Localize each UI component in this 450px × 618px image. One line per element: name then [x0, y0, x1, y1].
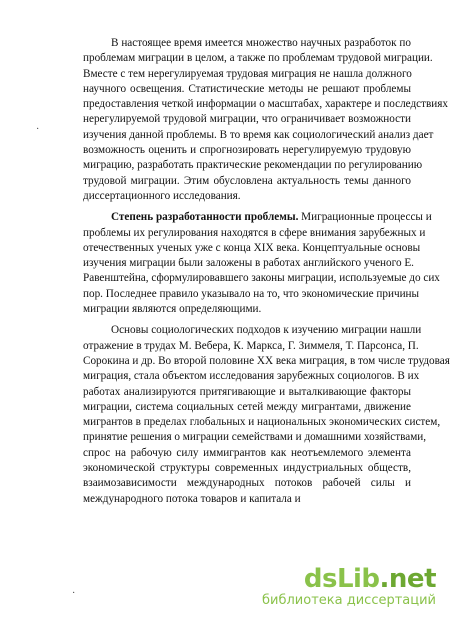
text-line: возможность оценить и спрогнозировать нерегулируемую трудовую — [83, 144, 411, 157]
text-line: взаимозависимости международных потоков рабочей силы и — [83, 477, 411, 490]
scan-speck: · — [36, 124, 40, 135]
text-line: работах анализируются притягивающие и выталкивающие факторы — [83, 385, 411, 398]
text-line: научного освещения. Статистические методы не решают проблемы — [83, 82, 411, 95]
watermark-subtitle: библиотека диссертаций — [262, 593, 436, 608]
text-line: принятие решения о миграции семействами и домашними хозяйствами, — [83, 431, 427, 444]
text-line: предоставления четкой информации о масштабах, характере и последствиях — [83, 98, 449, 111]
text-line: изучения миграции были заложены в работах английского ученого Е. — [83, 257, 414, 270]
text-line: проблемам миграции в целом, а также по проблемам трудовой миграции. — [83, 52, 433, 65]
text-run: Миграционные процессы и — [298, 211, 432, 224]
text-line: Вместе с тем нерегулируемая трудовая миграция не нашла должного — [83, 67, 412, 80]
text-line: миграции являются определяющими. — [83, 303, 262, 316]
watermark — [262, 565, 436, 608]
text-line: В настоящее время имеется множество научных разработок по — [111, 37, 411, 49]
text-line: Основы социологических подходов к изучению миграции нашли — [111, 324, 422, 337]
text-line — [83, 210, 432, 225]
text-line: нерегулируемой трудовой миграции, что ограничивает возможности — [83, 113, 411, 126]
text-line: диссертационного исследования. — [83, 189, 241, 202]
text-line: экономической структуры современных индустриальных обществ, — [83, 462, 411, 475]
text-line: миграцию, разработать практические рекомендации по регулированию — [83, 159, 423, 172]
text-line: мигрантов в пределах глобальных и национальных экономических систем, — [83, 416, 441, 429]
text-line: миграции, система социальных сетей между мигрантами, движение — [83, 400, 411, 413]
text-line: проблемы их регулирования находятся в сфере внимания зарубежных и — [83, 226, 426, 239]
text-line: Сорокина и др. Во второй половине XX века миграция, в том числе трудовая — [83, 354, 450, 367]
text-line: Равенштейна, сформулировавшего законы миграции, используемые до сих — [83, 272, 440, 285]
text-line: пор. Последнее правило указывало на то, что экономические причины — [83, 287, 420, 300]
text-line: миграция, стала объектом исследования зарубежных социологов. В их — [83, 370, 420, 383]
text-line: международного потока товаров и капитала и — [83, 492, 301, 505]
text-line: изучения данной проблемы. В то время как социологический анализ дает — [83, 128, 434, 141]
watermark-logo: dsLib.net — [303, 564, 436, 594]
text-line: отражение в трудах М. Вебера, К. Маркса, Г. Зиммеля, Т. Парсонса, П. — [83, 339, 419, 352]
text-line: отечественных ученых уже с конца XIX века. Концептуальные основы — [83, 241, 421, 254]
text-line: трудовой миграции. Этим обусловлена актуальность темы данного — [83, 174, 411, 187]
section-heading-inline: Степень разработанности проблемы. — [111, 211, 299, 224]
scan-speck: · — [72, 588, 76, 599]
text-line: спрос на рабочую силу иммигрантов как неотъемлемого элемента — [83, 446, 411, 459]
body-text — [83, 36, 450, 507]
